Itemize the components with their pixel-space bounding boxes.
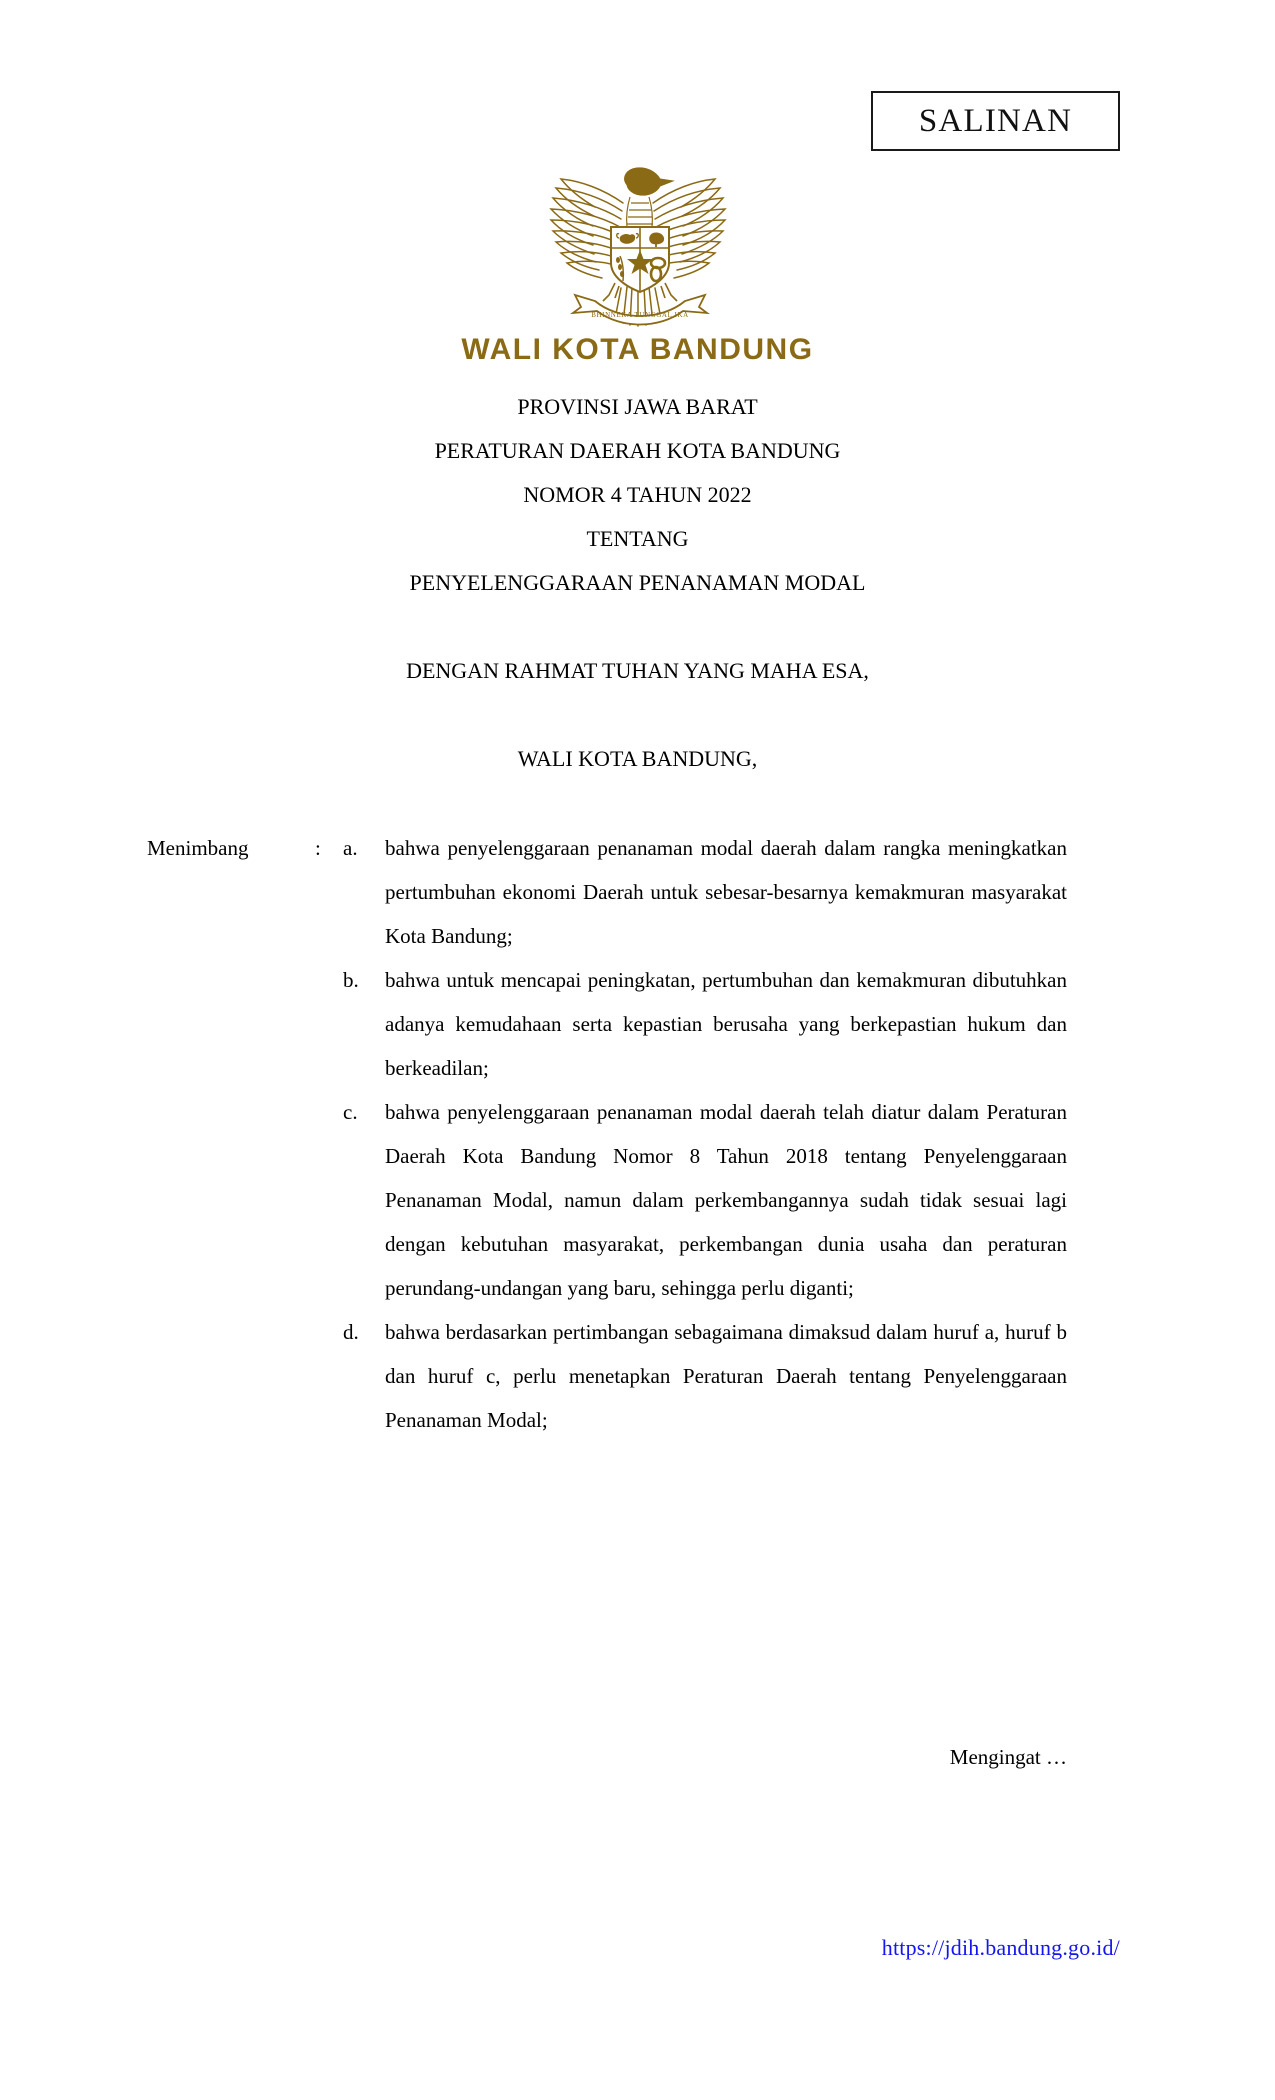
considerans-item [343, 826, 1067, 958]
footer-source-url[interactable]: https://jdih.bandung.go.id/ [881, 1935, 1120, 1960]
considerans-section [147, 826, 1067, 1442]
heading-line-nomor: NOMOR 4 TAHUN 2022 [523, 482, 752, 507]
garuda-pancasila-emblem [523, 155, 753, 335]
considerans-item-text: bahwa untuk mencapai peningkatan, pertumbuhan dan kemakmuran dibutuhkan adanya kemudahaan serta kepastian berusaha yang berkepastian hukum dan berkeadilan; [385, 968, 1067, 1080]
svg-text:BHINNEKA TUNGGAL IKA: BHINNEKA TUNGGAL IKA [590, 311, 689, 319]
heading-line-tentang: TENTANG [586, 526, 689, 551]
considerans-row [147, 826, 1067, 1442]
heading-spacer-2 [0, 693, 1275, 737]
document-heading-block [0, 385, 1275, 781]
heading-authority: WALI KOTA BANDUNG, [517, 746, 758, 771]
considerans-item-marker: d. [343, 1320, 359, 1344]
considerans-colon: : [315, 836, 321, 860]
considerans-item-text: bahwa penyelenggaraan penanaman modal daerah dalam rangka meningkatkan pertumbuhan ekonomi Daerah untuk sebesar-besarnya kemakmuran masyarakat Kota Bandung; [385, 836, 1067, 948]
considerans-item-text: bahwa penyelenggaraan penanaman modal daerah telah diatur dalam Peraturan Daerah Kota Bandung Nomor 8 Tahun 2018 tentang Penyelenggaraan Penanaman Modal, namun dalam perkembangannya sudah tidak sesuai lagi dengan kebutuhan masyarakat, perkembangan dunia usaha dan peraturan perundang-undangan yang baru, sehingga perlu diganti; [385, 1100, 1067, 1300]
considerans-item-marker: b. [343, 968, 359, 992]
considerans-item [343, 958, 1067, 1090]
heading-spacer-1 [0, 605, 1275, 649]
considerans-item-text: bahwa berdasarkan pertimbangan sebagaimana dimaksud dalam huruf a, huruf b dan huruf c, perlu menetapkan Peraturan Daerah tentang Penyelenggaraan Penanaman Modal; [385, 1320, 1067, 1432]
heading-invocation: DENGAN RAHMAT TUHAN YANG MAHA ESA, [406, 658, 869, 683]
considerans-item [343, 1310, 1067, 1442]
considerans-item-marker: a. [343, 836, 358, 860]
considerans-item [343, 1090, 1067, 1310]
heading-line-peraturan: PERATURAN DAERAH KOTA BANDUNG [434, 438, 841, 463]
page-continuation-marker: Mengingat … [949, 1745, 1067, 1769]
heading-line-provinsi: PROVINSI JAWA BARAT [517, 394, 758, 419]
heading-line-subject: PENYELENGGARAAN PENANAMAN MODAL [409, 570, 866, 595]
wali-kota-bandung-wordmark: WALI KOTA BANDUNG [461, 333, 814, 366]
considerans-item-list [343, 826, 1067, 1442]
salinan-stamp-box [871, 91, 1120, 151]
salinan-stamp-label: SALINAN [918, 102, 1073, 139]
considerans-item-marker: c. [343, 1100, 358, 1124]
emblem-container [0, 155, 1275, 335]
considerans-label: Menimbang [147, 836, 249, 860]
